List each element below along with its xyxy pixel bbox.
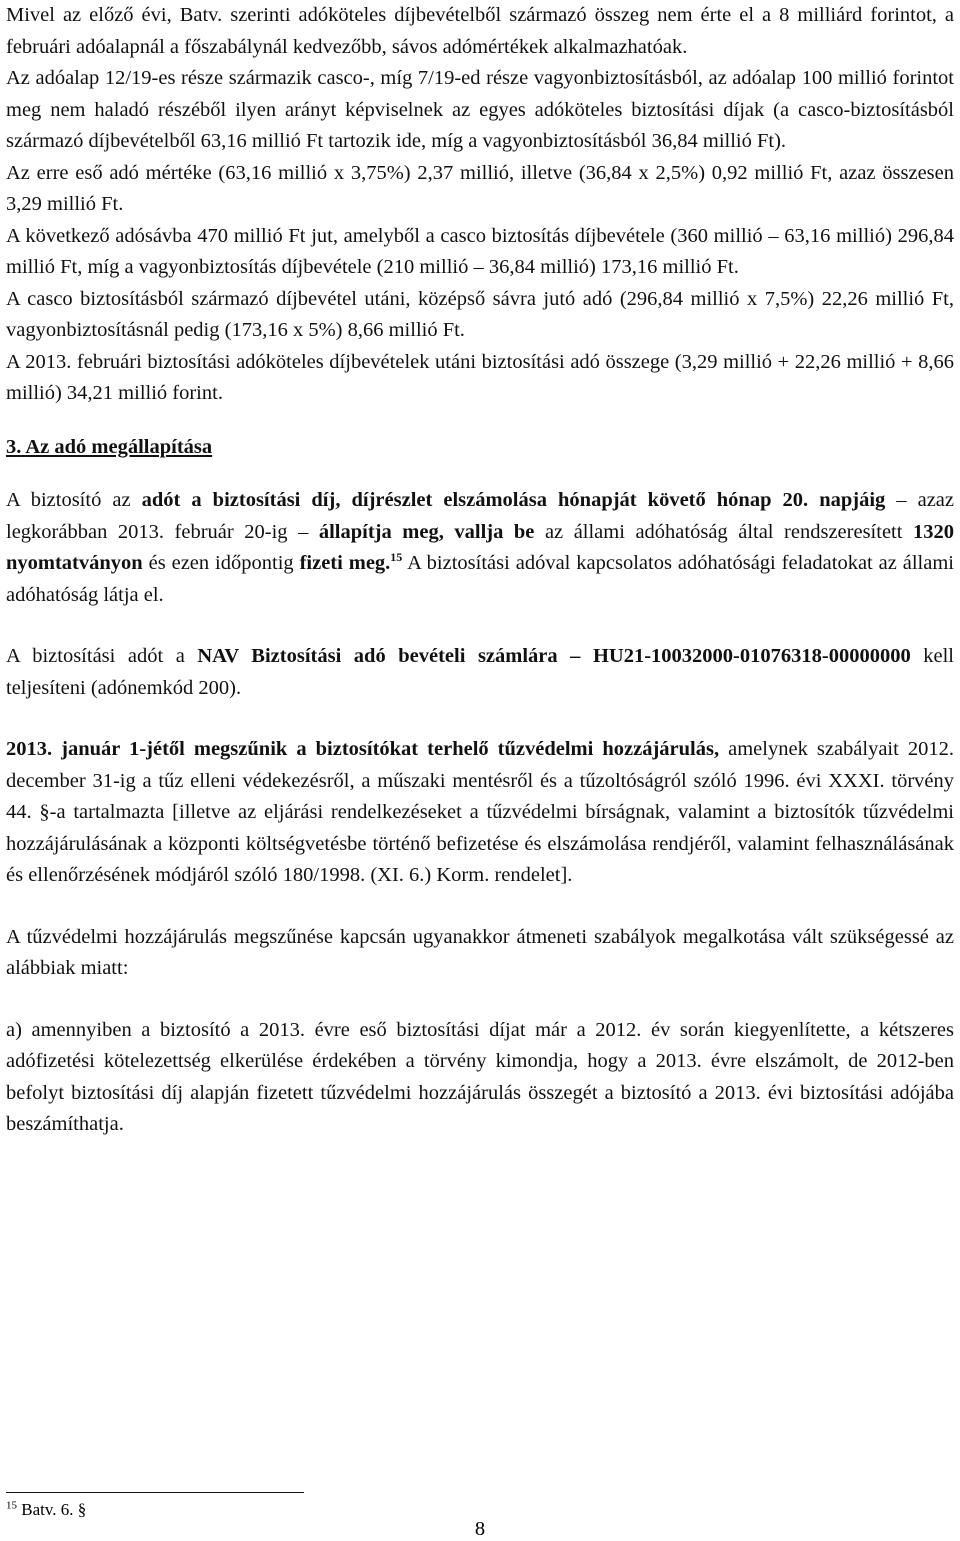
paragraph-tax-assessment xyxy=(6,485,954,611)
document-page xyxy=(6,0,954,1141)
paragraph-next-band: A következő adósávba 470 millió Ft jut, amelyből a casco biztosítás díjbevétele (360 millió – 63,16 millió) 296,84 millió Ft, míg a vagyonbiztosítás díjbevétele (210 millió – 36,84 millió) 173,16 millió Ft. xyxy=(6,224,954,278)
text-run: – azaz legkorábban 2013. február 20-ig – xyxy=(6,489,954,543)
section-heading xyxy=(6,432,954,464)
paragraph-item-a: a) amennyiben a biztosító a 2013. évre eső biztosítási díjat már a 2012. év során kiegyenlítette, a kétszeres adófizetési kötelezettség elkerülése érdekében a törvény kimondja, hogy a 2013. évre elszámolt, de 2012-ben befolyt biztosítási díj alapján fizetett tűzvédelmi hozzájárulás összegét a biztosító a 2013. évi biztosítási adójába beszámíthatja. xyxy=(6,1018,954,1135)
bold-deadline: adót a biztosítási díj, díjrészlet elszámolása hónapját követő hónap 20. napjáig xyxy=(141,489,886,511)
footnote-divider xyxy=(6,1492,304,1493)
text-run: kell teljesíteni (adónemkód 200). xyxy=(6,645,954,699)
section-title: Az adó megállapítása xyxy=(25,435,213,458)
paragraph-tax-first-band: Az erre eső adó mértéke (63,16 millió x 3,75%) 2,37 millió, illetve (36,84 x 2,5%) 0,92 millió Ft, azaz összesen 3,29 millió Ft. xyxy=(6,161,954,215)
footnote-text: Batv. 6. § xyxy=(21,1500,87,1519)
text-run: az állami adóhatóság által rendszeresített xyxy=(534,520,913,543)
paragraph-tax-base-split: Az adóalap 12/19-es része származik casco-, míg 7/19-ed része vagyonbiztosításból, az adóalap 100 millió forintot meg nem haladó részéből ilyen arányt képviselnek az egyes adóköteles biztosítási díjak (a casco-biztosításból származó díjbevételből 63,16 millió Ft tartozik ide, míg a vagyonbiztosításból 36,84 millió Ft). xyxy=(6,67,954,152)
text-run: amelynek szabályait 2012. december 31-ig a tűz elleni védekezésről, a műszaki mentésről és a tűzoltóságról szóló 1996. évi XXXI. törvény 44. §-a tartalmazta [illetve az eljárási rendelkezéseket a tűzvédelmi bírságnak, valamint a biztosítók tűzvédelmi hozzájárulásának a központi költségvetésbe történő befizetése és elszámolása rendjéről, valamint felhasználásának és ellenőrzésének módjáról szóló 180/1998. (XI. 6.) Korm. rendelet]. xyxy=(6,738,954,886)
bold-form-number: 1320 nyomtatványon xyxy=(6,520,954,574)
text-run: és ezen időpontig xyxy=(142,552,300,574)
text-run: A biztosítási adóval kapcsolatos adóhatósági feladatokat az állami adóhatóság látja el. xyxy=(6,552,954,606)
bold-account-number: NAV Biztosítási adó bevételi számlára – HU21-10032000-01076318-00000000 xyxy=(197,645,911,667)
paragraph-fire-contribution xyxy=(6,734,954,892)
bold-pay: fizeti meg. xyxy=(299,552,391,574)
paragraph-total-tax: A 2013. februári biztosítási adóköteles díjbevételek utáni biztosítási adó összege (3,29 millió + 22,26 millió + 8,66 millió) 34,21 millió forint. xyxy=(6,350,954,404)
bold-declare: állapítja meg, vallja be xyxy=(318,520,535,543)
paragraph-middle-band-tax: A casco biztosításból származó díjbevétel utáni, középső sávra jutó adó (296,84 millió x 7,5%) 22,26 millió Ft, vagyonbiztosításnál pedig (173,16 x 5%) 8,66 millió Ft. xyxy=(6,287,954,341)
paragraph-transition-rules: A tűzvédelmi hozzájárulás megszűnése kapcsán ugyanakkor átmeneti szabályok megalkotása vált szükségessé az alábbiak miatt: xyxy=(6,925,954,979)
footnote-number: 15 xyxy=(6,1499,17,1512)
bold-fire-contribution: 2013. január 1-jétől megszűnik a biztosítókat terhelő tűzvédelmi hozzájárulás, xyxy=(6,738,720,760)
text-run: A biztosítási adót a xyxy=(6,645,198,667)
paragraph-tax-rate-intro: Mivel az előző évi, Batv. szerinti adóköteles díjbevételből származó összeg nem érte el a 8 milliárd forintot, a februári adóalapnál a főszabálynál kedvezőbb, sávos adómértékek alkalmazhatóak. xyxy=(6,4,954,58)
footnote-reference: 15 xyxy=(390,550,403,565)
footnote xyxy=(6,1500,86,1520)
page-number: 8 xyxy=(474,1518,486,1540)
text-run: A biztosító az xyxy=(6,489,142,511)
paragraph-bank-account xyxy=(6,641,954,704)
section-number: 3. xyxy=(6,435,22,458)
